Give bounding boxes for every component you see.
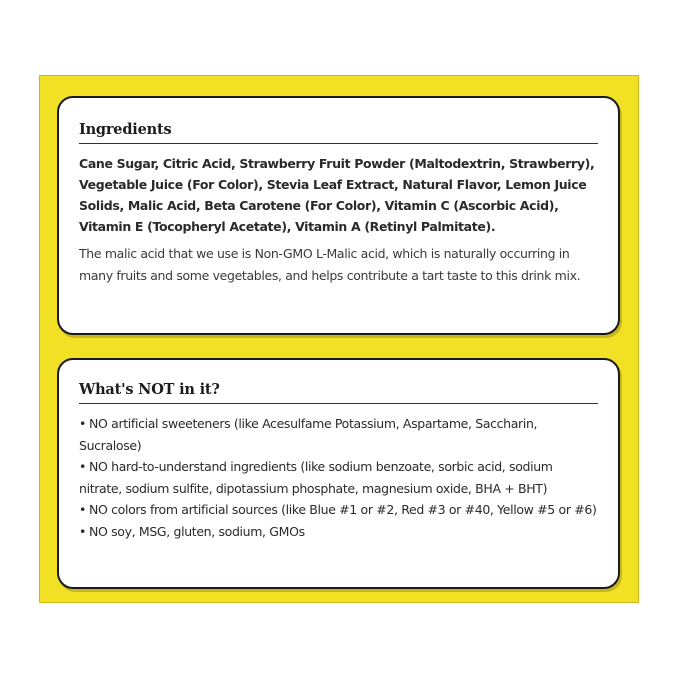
malic-acid-note: The malic acid that we use is Non-GMO L-Malic acid, which is naturally occurring in many fruits and some vegetables, and helps contribute a tart taste to this drink mix. bbox=[79, 246, 581, 283]
not-in-it-list bbox=[79, 413, 598, 542]
bullet-icon: • bbox=[79, 523, 87, 539]
not-in-it-title: What's NOT in it? bbox=[79, 381, 598, 404]
bullet-icon: • bbox=[79, 459, 87, 474]
not-in-it-card bbox=[57, 358, 620, 589]
list-item bbox=[79, 521, 598, 543]
bullet-icon: • bbox=[79, 502, 87, 517]
list-item bbox=[79, 456, 598, 499]
list-item-text: NO colors from artificial sources (like Blue #1 or #2, Red #3 or #40, Yellow #5 or #6) bbox=[89, 502, 597, 517]
list-item bbox=[79, 413, 598, 456]
ingredients-card bbox=[57, 96, 620, 335]
list-item bbox=[79, 499, 598, 521]
list-item-text: NO soy, MSG, gluten, sodium, GMOs bbox=[89, 523, 305, 539]
ingredients-title: Ingredients bbox=[79, 121, 598, 144]
ingredients-list-text: Cane Sugar, Citric Acid, Strawberry Fruit Powder (Maltodextrin, Strawberry), Vegetable Juice (For Color), Stevia Leaf Extract, Natural Flavor, Lemon Juice Solids, Malic Acid, Beta Carotene (For Color), Vitamin C (Ascorbic Acid), Vitamin E (Tocopheryl Acetate), Vitamin A (Retinyl Palmitate). bbox=[79, 156, 595, 234]
list-item-text: NO hard-to-understand ingredients (like sodium benzoate, sorbic acid, sodium nitrate, sodium sulfite, dipotassium phosphate, magnesium oxide, BHA + BHT) bbox=[79, 459, 553, 496]
bullet-icon: • bbox=[79, 416, 87, 431]
list-item-text: NO artificial sweeteners (like Acesulfame Potassium, Aspartame, Saccharin, Sucralose) bbox=[79, 416, 538, 453]
